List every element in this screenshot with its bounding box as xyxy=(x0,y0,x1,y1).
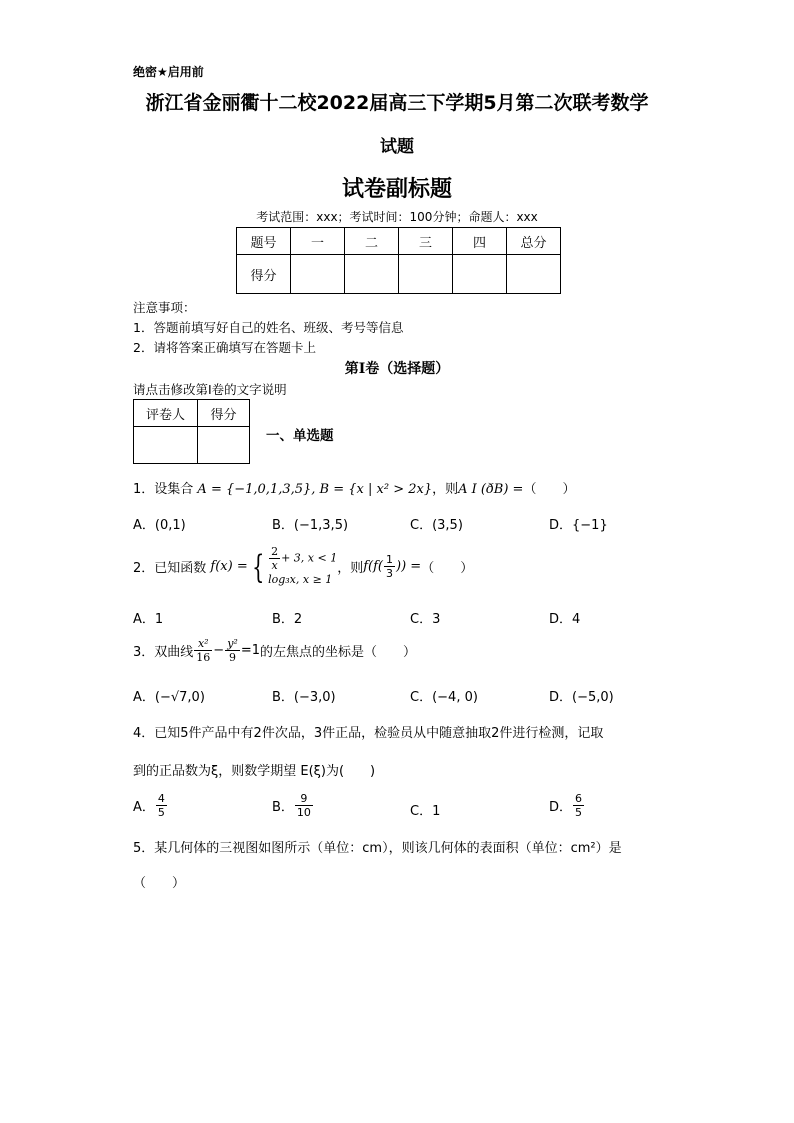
fraction-numerator: 4 xyxy=(157,792,165,805)
question-3 xyxy=(133,637,416,664)
option-b[interactable]: B．(−3,0) xyxy=(272,690,336,705)
score-header-cell: 二 xyxy=(345,228,399,255)
fraction-denominator: 16 xyxy=(196,651,211,664)
fraction-denominator: x xyxy=(271,559,278,572)
score-header-cell: 一 xyxy=(291,228,345,255)
option-d[interactable] xyxy=(549,792,585,819)
option-a[interactable] xyxy=(133,792,168,819)
option-a[interactable]: A．1 xyxy=(133,612,164,627)
score-cell[interactable] xyxy=(399,255,453,294)
answer-paren: （ ） xyxy=(421,561,474,576)
grader-cell[interactable] xyxy=(198,427,250,464)
question-text: 3．双曲线 xyxy=(133,645,194,660)
notes-heading: 注意事项： xyxy=(133,300,196,315)
question-text: ，则 xyxy=(432,482,459,497)
score-row-label: 得分 xyxy=(237,255,291,294)
single-choice-section-title: 一、单选题 xyxy=(266,428,334,444)
option-b[interactable]: B．2 xyxy=(272,612,303,627)
fraction-numerator: x² xyxy=(194,637,212,651)
score-header-cell: 题号 xyxy=(237,228,291,255)
fraction-numerator: 1 xyxy=(386,553,394,566)
notes-item: 2．请将答案正确填写在答题卡上 xyxy=(133,340,316,355)
question-4-line-2: 到的正品数为ξ，则数学期望 E(ξ)为( ) xyxy=(133,764,376,779)
option-d[interactable]: D．4 xyxy=(549,612,581,627)
score-cell[interactable] xyxy=(507,255,561,294)
score-header-cell: 四 xyxy=(453,228,507,255)
notes-block xyxy=(133,298,403,358)
question-text: 1．设集合 xyxy=(133,482,194,497)
math-expression: )) = xyxy=(396,559,422,574)
case-expression: + 3, x < 1 xyxy=(281,551,338,565)
exam-info: 考试范围：xxx；考试时间：100分钟；命题人：xxx xyxy=(256,210,538,224)
option-a[interactable]: A．(−√7,0) xyxy=(133,690,205,705)
option-d[interactable]: D．(−5,0) xyxy=(549,690,614,705)
fraction-denominator: 3 xyxy=(386,567,394,580)
fraction-numerator: 9 xyxy=(295,792,313,806)
question-5-line-1: 5．某几何体的三视图如图所示（单位：cm），则该几何体的表面积（单位：cm²）是 xyxy=(133,841,622,856)
section-title: 第I卷（选择题） xyxy=(344,361,450,377)
score-header-cell: 三 xyxy=(399,228,453,255)
question-4-line-1: 4．已知5件产品中有2件次品，3件正品，检验员从中随意抽取2件进行检测，记取 xyxy=(133,726,604,741)
math-expression: A = {−1,0,1,3,5} xyxy=(197,482,312,497)
fraction-denominator: 10 xyxy=(296,806,311,819)
fraction-denominator: 5 xyxy=(575,806,583,819)
option-c[interactable]: C．3 xyxy=(410,612,441,627)
fraction-denominator: 9 xyxy=(229,651,236,664)
math-expression: f(f( xyxy=(363,559,384,574)
answer-paren: （ ） xyxy=(523,482,576,497)
option-label: D． xyxy=(549,800,573,815)
piecewise-cases xyxy=(268,545,337,588)
grader-table xyxy=(133,399,250,464)
question-2 xyxy=(133,545,473,588)
option-label: B． xyxy=(272,800,294,815)
fraction-numerator: 2 xyxy=(271,545,279,558)
score-header-cell: 总分 xyxy=(507,228,561,255)
fraction-numerator: 6 xyxy=(575,792,583,805)
option-label: A． xyxy=(133,800,155,815)
question-5-line-2: （ ） xyxy=(133,876,186,891)
math-expression: , B = {x | x² > 2x} xyxy=(311,482,433,497)
math-expression: f(x) = xyxy=(210,559,248,574)
exam-title-continued: 试题 xyxy=(380,137,414,157)
score-table xyxy=(236,227,561,294)
notes-item: 1．答题前填写好自己的姓名、班级、考号等信息 xyxy=(133,320,404,335)
exam-title: 浙江省金丽衢十二校2022届高三下学期5月第二次联考数学 xyxy=(145,92,649,114)
case-expression: log₃x, x ≥ 1 xyxy=(268,573,333,586)
score-cell[interactable] xyxy=(291,255,345,294)
option-d[interactable]: D．{−1} xyxy=(549,518,608,533)
math-operator: − xyxy=(213,643,225,658)
exam-subtitle: 试卷副标题 xyxy=(341,177,452,202)
option-c[interactable]: C．(−4, 0) xyxy=(410,690,478,705)
option-a[interactable]: A．(0,1) xyxy=(133,518,186,533)
option-c[interactable]: C．(3,5) xyxy=(410,518,463,533)
grader-cell[interactable] xyxy=(134,427,198,464)
question-1 xyxy=(133,478,575,497)
fraction-numerator: y² xyxy=(227,637,238,650)
grader-header-cell: 得分 xyxy=(198,400,250,427)
fraction-denominator: 5 xyxy=(157,806,165,819)
math-expression: A I (ðB) = xyxy=(458,482,524,497)
question-text: 的左焦点的坐标是（ ） xyxy=(259,645,416,660)
question-text: ，则 xyxy=(337,561,364,576)
option-b[interactable]: B．(−1,3,5) xyxy=(272,518,349,533)
section-hint[interactable]: 请点击修改第I卷的文字说明 xyxy=(133,382,287,397)
math-expression: =1 xyxy=(240,643,260,658)
question-text: 2．已知函数 xyxy=(133,561,207,576)
option-b[interactable] xyxy=(272,792,314,819)
grader-header-cell: 评卷人 xyxy=(134,400,198,427)
score-cell[interactable] xyxy=(345,255,399,294)
option-c[interactable]: C．1 xyxy=(410,804,441,819)
confidential-label: 绝密★启用前 xyxy=(133,65,204,79)
score-cell[interactable] xyxy=(453,255,507,294)
piecewise-brace: { xyxy=(251,547,265,586)
